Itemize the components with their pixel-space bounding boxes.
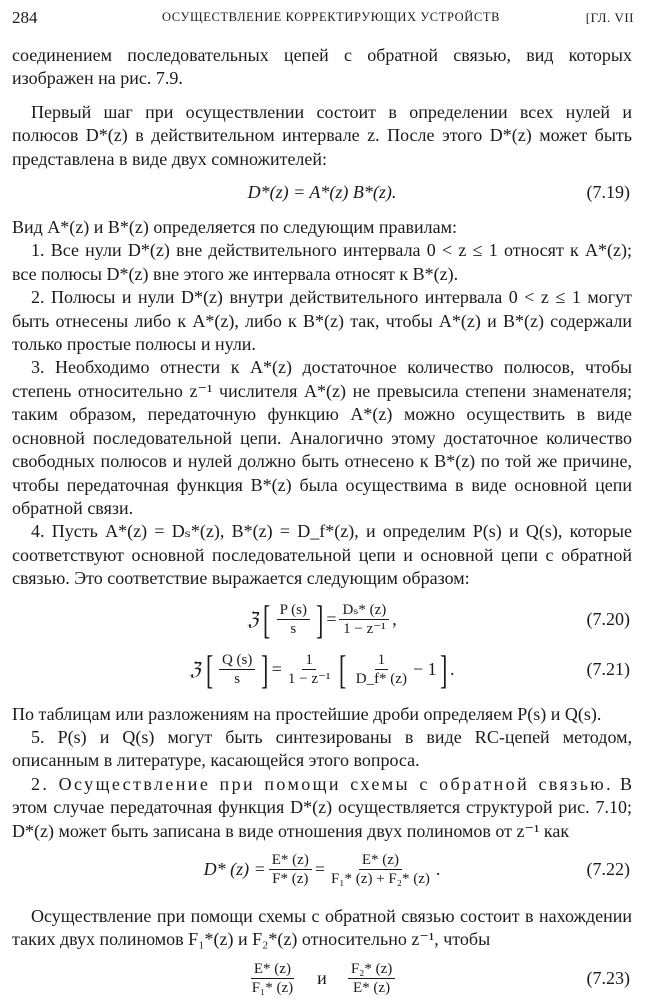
equation-7-23 — [12, 954, 632, 1004]
equation-7-22-number: (7.22) — [586, 859, 630, 880]
paragraph-10-text: В этом случае передаточная функция D*(z) осуществляется структурой рис. 7.10; D*(z) может быть записана в виде отношения двух полиномов от z⁻¹ как — [12, 773, 632, 841]
fraction-f2-over-e: $\frac{\text{F₂* (z)}}{E* (z)}$ — [348, 960, 395, 997]
page-header — [12, 8, 634, 32]
fraction-e-over-f: $\frac{E* (z)}{F* (z)}$ — [269, 851, 312, 888]
paragraph-4: 1. Все нули D*(z) вне действительного интервала 0 < z ≤ 1 относят к A*(z); все полюсы D*(z) вне этого же интервала относят к B*(z). — [12, 240, 632, 284]
paragraph-1: соединением последовательных цепей с обратной связью, вид которых изображен на рис. 7.9. — [12, 45, 632, 89]
equation-7-23-number: (7.23) — [586, 968, 630, 989]
z-transform-symbol: ℨ — [247, 608, 259, 629]
equation-7-19-text: D*(z) = A*(z) B*(z). — [247, 182, 397, 203]
paragraph-11: Осуществление при помощи схемы с обратной связью состоит в нахождении таких двух полиномов F₁*(z) и F₂*(z) относительно z⁻¹, чтобы — [12, 905, 632, 950]
equation-7-21: ℨ [ $\frac{Q (s)}{s}$ ] = $\frac{1}{\text{1 − z⁻¹}}$ [ $\frac{1}{D\_f* (z)}$ − 1 ] . (7.21) — [189, 646, 630, 692]
page-body — [12, 44, 632, 1004]
equation-7-19-number: (7.19) — [586, 182, 630, 203]
fraction-ds-over-1-minus-zinv: $\frac{\text{Dₛ* (z)}}{\text{1 − z⁻¹}}$ — [339, 601, 389, 638]
page-number: 284 — [12, 8, 38, 27]
equation-7-22: D* (z) = $\frac{E* (z)}{F* (z)}$ = $\frac{E* (z)}{\text{F₁* (z) + F₂* (z)}}$ . (7.22) — [203, 852, 630, 888]
paragraph-3: Вид A*(z) и B*(z) определяется по следующим правилам: — [12, 217, 457, 238]
equation-7-19 — [12, 181, 632, 205]
fraction-e-over-f1-plus-f2: $\frac{E* (z)}{\text{F₁* (z) + F₂* (z)}}$ — [330, 852, 430, 888]
paragraph-10-spaced-heading: 2. Осуществление при помощи схемы с обратной связью. — [31, 773, 614, 794]
paragraph-9: 5. P(s) и Q(s) могут быть синтезированы в виде RC-цепей методом, описанным в литературе, касающейся этого вопроса. — [12, 726, 632, 771]
fraction-p-over-s: $\frac{P (s)}{s}$ — [277, 601, 310, 638]
running-title: ОСУЩЕСТВЛЕНИЕ КОРРЕКТИРУЮЩИХ УСТРОЙСТВ — [162, 10, 501, 24]
chapter-label: [ГЛ. VII — [585, 10, 634, 25]
equation-7-21-number: (7.21) — [586, 658, 630, 679]
equation-7-22-lhs: D* (z) = — [203, 859, 266, 880]
paragraph-2: Первый шаг при осуществлении состоит в определении всех нулей и полюсов D*(z) в действительном интервале z. После этого D*(z) может быть представлена в виде двух сомножителей: — [12, 101, 632, 169]
fraction-e-over-f1: $\frac{E* (z)}{\text{F₁* (z)}}$ — [251, 961, 294, 997]
paragraph-8: По таблицам или разложениям на простейшие дроби определяем P(s) и Q(s). — [12, 703, 602, 724]
paragraph-6: 3. Необходимо отнести к A*(z) достаточное количество полюсов, чтобы степень относительно z⁻¹ числителя A*(z) не превысила степени знаменателя; таким образом, передаточную функцию A*(z) можно осуществить в виде основной последовательной цепи. Аналогично этому достаточное количество свободных полюсов и нулей должно быть отнесено к B*(z) по той же причине, чтобы передаточная функция B*(z) была осуществима в виде основной цепи обратной связи. — [12, 357, 632, 518]
paragraph-10 — [12, 773, 632, 843]
paragraph-5: 2. Полюсы и нули D*(z) внутри действительного интервала 0 < z ≤ 1 могут быть отнесены либо к A*(z), либо к B*(z) так, чтобы A*(z) и B*(z) содержали только простые полюсы и нули. — [12, 287, 632, 355]
paragraph-7: 4. Пусть A*(z) = Dₛ*(z), B*(z) = D_f*(z), и определим P(s) и Q(s), которые соответствуют основной последовательной цепи и основной цепи с обратной связью. Это соответствие выражается следующим образом: — [12, 521, 632, 589]
fraction-q-over-s: $\frac{Q (s)}{s}$ — [219, 651, 255, 688]
fraction-1-over-df: $\frac{1}{D\_f* (z)}$ — [355, 652, 407, 688]
conjunction: и — [317, 968, 327, 989]
equation-7-20: ℨ [ $\frac{P (s)}{s}$ ] = $\frac{\text{Dₛ* (z)}}{\text{1 − z⁻¹}}$ , (7.20) — [247, 596, 630, 642]
fraction-1-over-1-minus-zinv: $\frac{1}{\text{1 − z⁻¹}}$ — [287, 652, 331, 688]
z-transform-symbol: ℨ — [189, 658, 201, 679]
equation-7-20-number: (7.20) — [586, 608, 630, 629]
